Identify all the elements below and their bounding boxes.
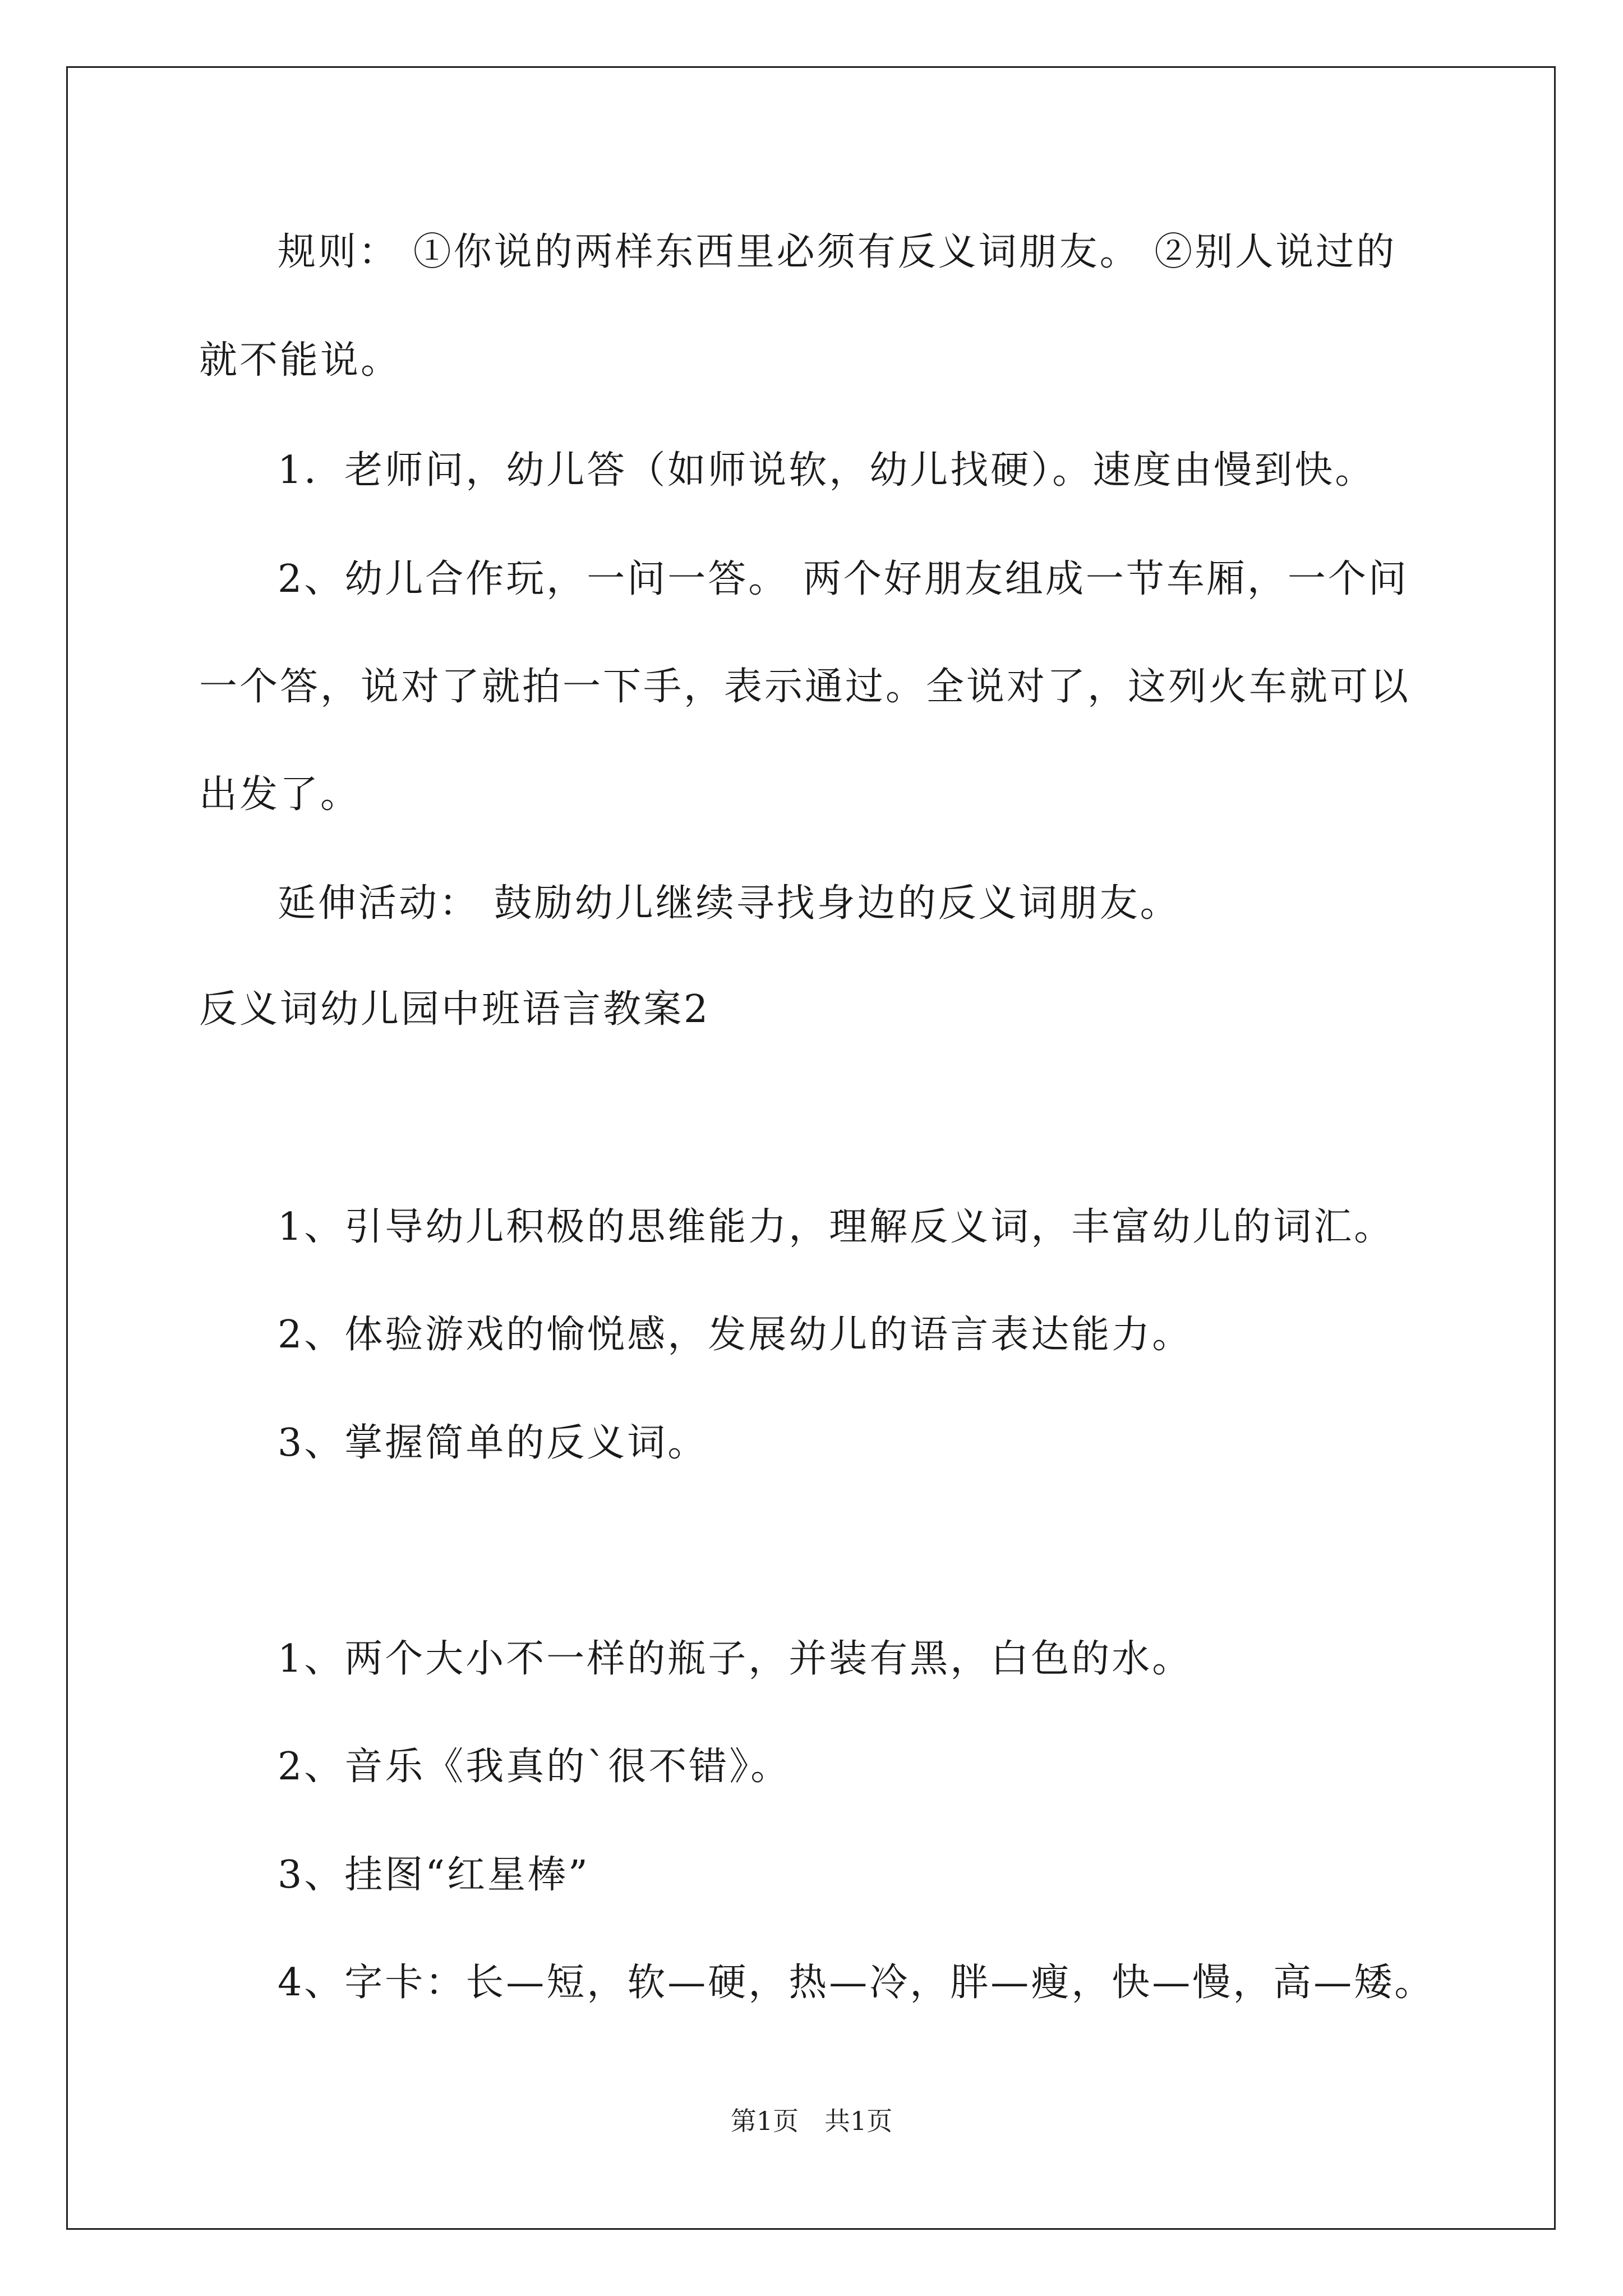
paragraph-rules-line1: 规则： ①你说的两样东西里必须有反义词朋友。 ②别人说过的 (278, 230, 1397, 274)
material-item-4: 4、字卡：长—短，软—硬，热—冷，胖—瘦，快—慢，高—矮。 (278, 1961, 1435, 2005)
paragraph-rules-line2: 就不能说。 (199, 338, 402, 383)
material-item-3: 3、挂图“红星棒” (278, 1853, 590, 1897)
paragraph-step-2-line1: 2、幼儿合作玩，一问一答。 两个好朋友组成一节车厢，一个问 (278, 557, 1409, 601)
page-footer: 第1页 共1页 (730, 2106, 893, 2136)
paragraph-step-1: 1．老师问，幼儿答（如师说软，幼儿找硬）。速度由慢到快。 (278, 448, 1376, 493)
section-title: 反义词幼儿园中班语言教案2 (199, 987, 711, 1032)
paragraph-extension: 延伸活动： 鼓励幼儿继续寻找身边的反义词朋友。 (278, 881, 1181, 926)
goal-item-1: 1、引导幼儿积极的思维能力，理解反义词，丰富幼儿的词汇。 (278, 1205, 1395, 1249)
paragraph-step-2-line3: 出发了。 (199, 772, 361, 817)
goal-item-2: 2、体验游戏的愉悦感，发展幼儿的语言表达能力。 (278, 1313, 1193, 1357)
material-item-1: 1、两个大小不一样的瓶子，并装有黑，白色的水。 (278, 1637, 1193, 1681)
goal-item-3: 3、掌握简单的反义词。 (278, 1421, 708, 1465)
paragraph-step-2-line2: 一个答，说对了就拍一下手，表示通过。全说对了，这列火车就可以 (199, 665, 1411, 709)
page-border (66, 66, 1556, 2230)
material-item-2: 2、音乐《我真的`很不错》。 (278, 1745, 791, 1789)
